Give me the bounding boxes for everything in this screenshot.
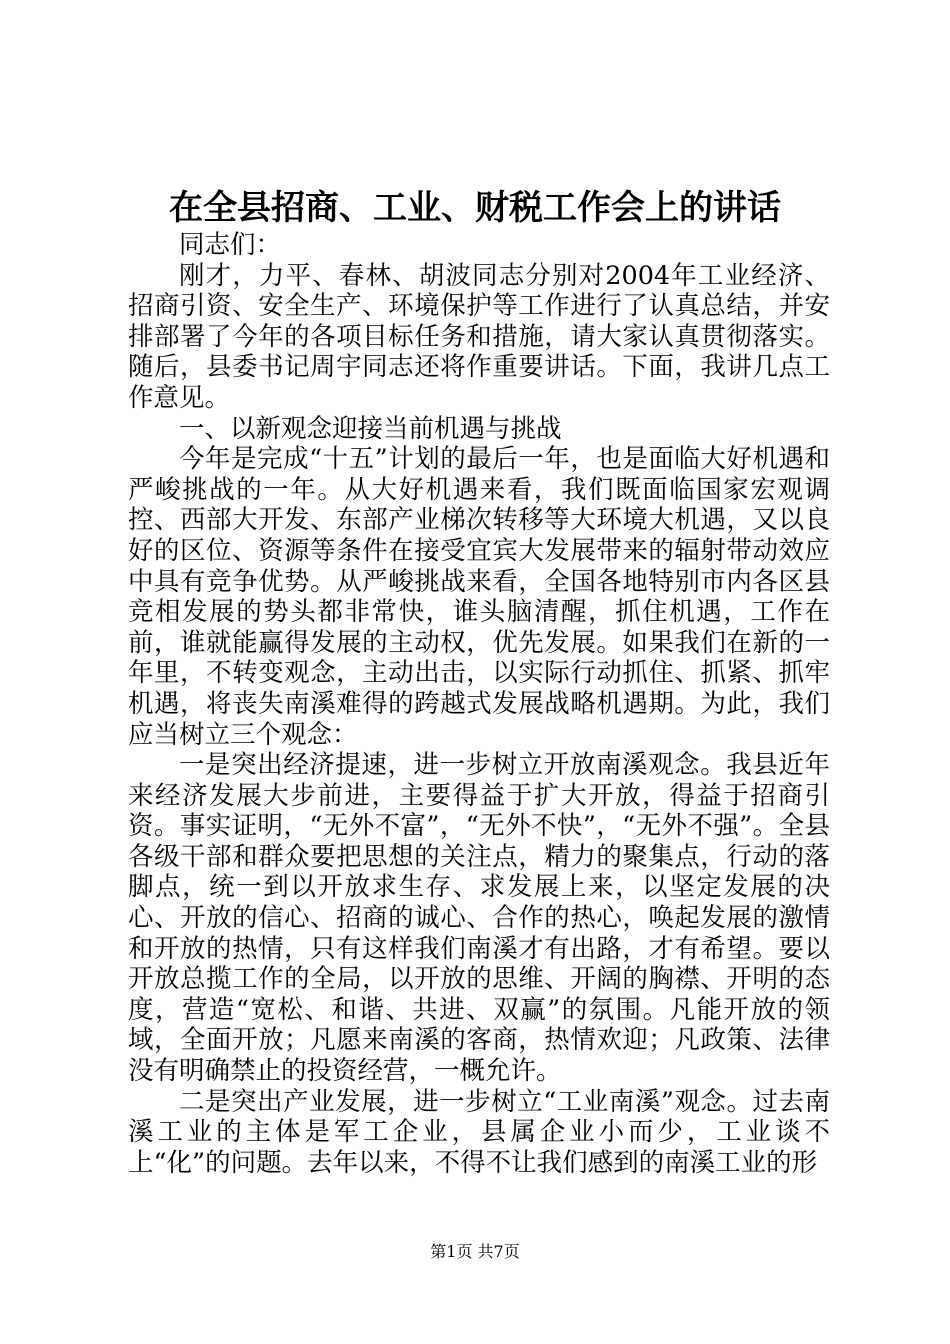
- document-title: 在全县招商、工业、财税工作会上的讲话: [169, 188, 781, 228]
- page-footer: [0, 1241, 950, 1263]
- body-paragraph: 一是突出经济提速，进一步树立开放南溪观念。我县近年来经济发展大步前进，主要得益于扩大开放，得益于招商引资。事实证明，“无外不富”，“无外不快”，“无外不强”。全县各级干部和群众要把思想的关注点，精力的聚集点，行动的落脚点，统一到以开放求生存、求发展上来，以坚定发展的决心、开放的信心、招商的诚心、合作的热心，唤起发展的激情和开放的热情，只有这样我们南溪才有出路，才有希望。要以开放总揽工作的全局，以开放的思维、开阔的胸襟、开明的态度，营造“宽松、和谐、共进、双赢”的氛围。凡能开放的领域，全面开放；凡愿来南溪的客商，热情欢迎；凡政策、法律没有明确禁止的投资经营，一概允许。: [128, 750, 830, 1087]
- salutation-paragraph: 同志们：: [179, 230, 282, 260]
- section-heading: 一、以新观念迎接当前机遇与挑战: [179, 413, 562, 444]
- document-body: [128, 230, 830, 1178]
- body-paragraph: 刚才，力平、春林、胡波同志分别对2004年工业经济、招商引资、安全生产、环境保护等工作进行了认真总结，并安排部署了今年的各项目标任务和措施，请大家认真贯彻落实。随后，县委书记周宇同志还将作重要讲话。下面，我讲几点工作意见。: [128, 260, 830, 413]
- page-number: 第1页 共7页: [430, 1242, 520, 1261]
- body-paragraph: 今年是完成“十五”计划的最后一年，也是面临大好机遇和严峻挑战的一年。从大好机遇来看，我们既面临国家宏观调控、西部大开发、东部产业梯次转移等大环境大机遇，又以良好的区位、资源等条件在接受宜宾大发展带来的辐射带动效应中具有竞争优势。从严峻挑战来看，全国各地特别市内各区县竞相发展的势头都非常快，谁头脑清醒，抓住机遇，工作在前，谁就能赢得发展的主动权，优先发展。如果我们在新的一年里，不转变观念，主动出击，以实际行动抓住、抓紧、抓牢机遇，将丧失南溪难得的跨越式发展战略机遇期。为此，我们应当树立三个观念：: [128, 444, 830, 750]
- body-paragraph: 二是突出产业发展，进一步树立“工业南溪”观念。过去南溪工业的主体是军工企业，县属企业小而少，工业谈不上“化”的问题。去年以来，不得不让我们感到的南溪工业的形: [128, 1086, 830, 1178]
